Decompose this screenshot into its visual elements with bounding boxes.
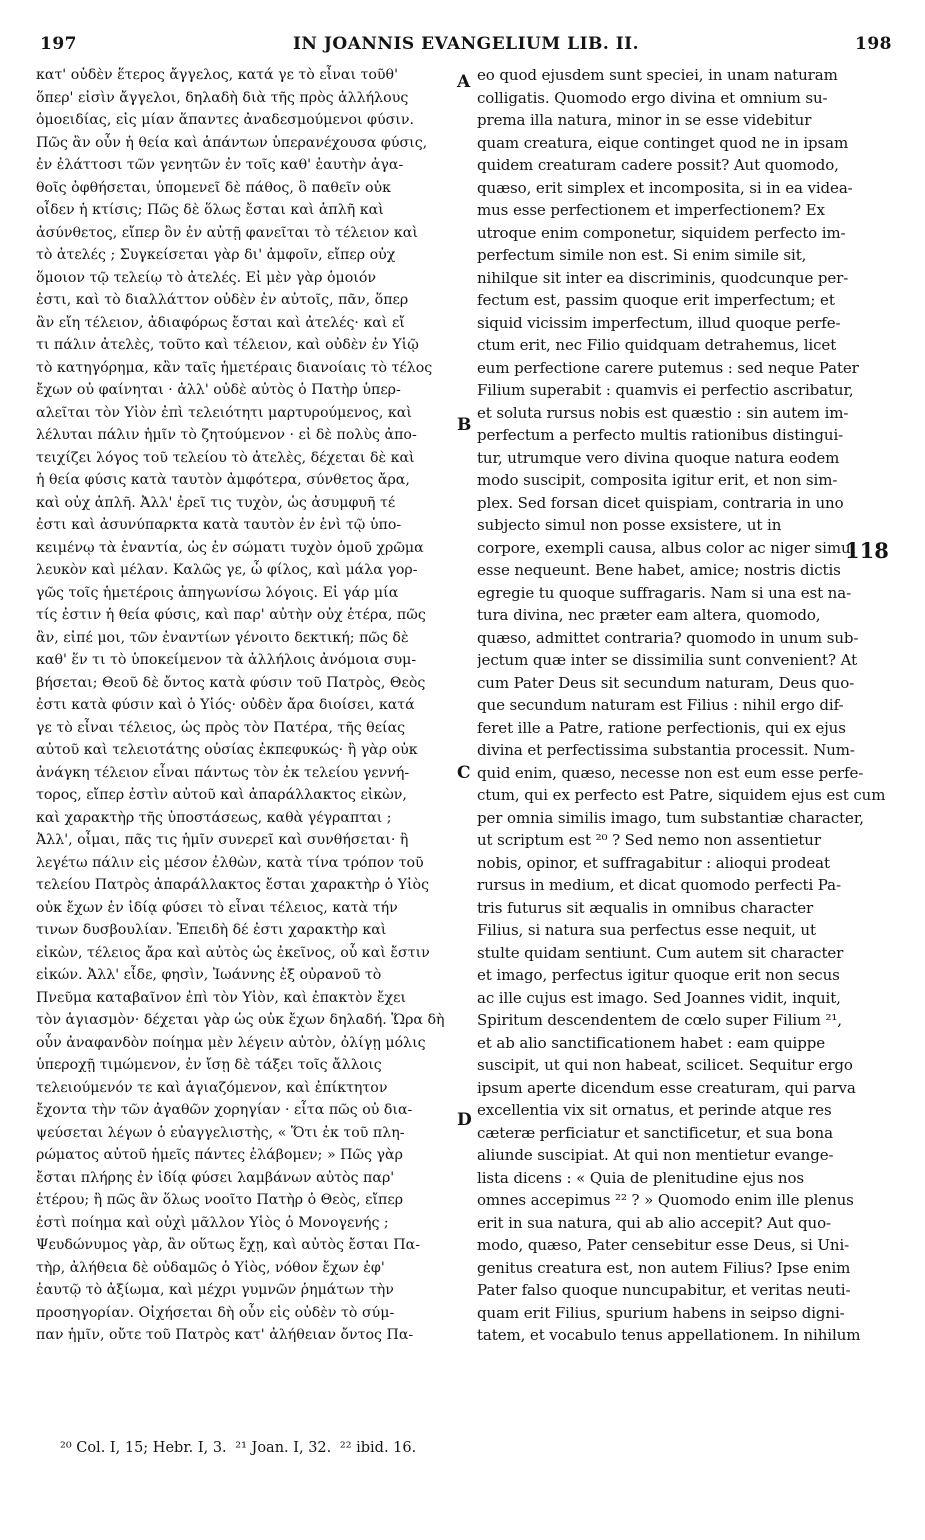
greek-text-line: εἰκών. Ἀλλ' εἶδε, φησὶν, Ἰωάννης ἐξ οὐρανοῦ τὸ [36, 967, 382, 983]
greek-text-line: ἐστι κατὰ φύσιν καὶ ὁ Υἱός· οὐδὲν ἄρα διοίσει, κατά [36, 697, 415, 713]
greek-text-line: τὴρ, ἀλήθεια δὲ οὐδαμῶς ὁ Υἱὸς, νόθον ἔχων ἐφ' [36, 1259, 385, 1276]
latin-text-column [477, 64, 895, 1347]
greek-text-line: ἑαυτῷ τὸ ἀξίωμα, καὶ μέχρι γυμνῶν ῥημάτων τὴν [36, 1282, 394, 1298]
greek-text-line: βήσεται; Θεοῦ δὲ ὄντος κατὰ φύσιν τοῦ Πατρὸς, Θεὸς [36, 674, 426, 691]
latin-text-line: cum Pater Deus sit secundum naturam, Deus quo- [477, 673, 855, 692]
latin-text-line: omnes accepimus ²² ? » Quomodo enim ille plenus [477, 1191, 854, 1209]
greek-text-line: ἀσύνθετος, εἴπερ ὂν ἐν αὐτῇ φανεῖται τὸ τέλειον καὶ [36, 224, 418, 241]
greek-text-line: ὅπερ' εἰσὶν ἄγγελοι, δηλαδὴ διὰ τῆς πρὸς ἀλλήλους [36, 89, 409, 106]
margin-letter-c: C [457, 763, 471, 783]
latin-text-line: ctum, qui ex perfecto est Patre, siquidem ejus est cum [477, 786, 886, 804]
latin-text-line: ac ille cujus est imago. Sed Joannes vidit, inquit, [477, 988, 841, 1007]
latin-text-line: Filium superabit : quamvis ei perfectio ascribatur, [477, 381, 854, 399]
greek-text-line: τι πάλιν ἀτελὲς, τοῦτο καὶ τέλειον, καὶ οὐδὲν ἐν Υἱῷ [36, 337, 419, 353]
latin-text-line: nobis, opinor, et suffragabitur : alioqui prodeat [477, 853, 830, 872]
latin-text-line: ut scriptum est ²⁰ ? Sed nemo non assentietur [477, 831, 821, 849]
greek-text-line: παν ἡμῖν, οὔτε τοῦ Πατρὸς κατ' ἀλήθειαν ὄντος Πα- [36, 1327, 414, 1343]
latin-text-line: Filius, si natura sua perfectus esse nequit, ut [477, 921, 816, 939]
latin-text-line: esse nequeunt. Bene habet, amice; nostris dictis [477, 561, 841, 579]
latin-text-line: mus esse perfectionem et imperfectionem? Ex [477, 201, 825, 219]
latin-text-line: aliunde suscipiat. At qui non mentietur evange- [477, 1146, 834, 1164]
greek-text-line: τίς ἐστιν ἡ θεία φύσις, καὶ παρ' αὐτὴν οὐχ ἑτέρα, πῶς [36, 607, 426, 623]
latin-text-line: quam erit Filius, spurium habens in seipso digni- [477, 1303, 845, 1322]
greek-text-line: ἡ θεία φύσις κατὰ ταυτὸν ἀμφότερα, σύνθετος ἄρα, [36, 472, 410, 488]
greek-text-line: ἔσται πλήρης ἐν ἰδίᾳ φύσει λαμβάνων αὐτὸς παρ' [36, 1169, 395, 1186]
latin-text-line: que secundum naturam est Filius : nihil ergo dif- [477, 696, 844, 714]
latin-text-line: perfectum simile non est. Si enim simile sit, [477, 246, 807, 264]
greek-text-line: ἔχων οὐ φαίνηται · ἀλλ' οὐδὲ αὐτὸς ὁ Πατὴρ ὑπερ- [36, 382, 401, 398]
latin-text-line: feret ille a Patre, ratione perfectionis, qui ex ejus [477, 718, 846, 737]
greek-text-line: γε τὸ εἶναι τέλειος, ὡς πρὸς τὸν Πατέρα, τῆς θείας [36, 719, 406, 736]
latin-text-line: tatem, et vocabulo tenus appellationem. In nihilum [477, 1326, 861, 1344]
latin-text-line: et ab alio sanctificationem habet : eam quippe [477, 1033, 825, 1052]
greek-text-line: καὶ χαρακτὴρ τῆς ὑποστάσεως, καθὰ γέγραπται ; [36, 809, 392, 826]
greek-text-line: Ἀλλ', οἶμαι, πᾶς τις ἡμῖν συνερεῖ καὶ συνθήσεται· ἢ [36, 832, 409, 848]
latin-text-line: excellentia vix sit ornatus, et perinde atque res [477, 1101, 832, 1119]
section-number: 118 [845, 538, 889, 563]
latin-text-line: quam creatura, eique continget quod ne in ipsam [477, 133, 849, 152]
greek-text-line: ἔχοντα τὴν τῶν ἀγαθῶν χορηγίαν · εἶτα πῶς οὐ δια- [36, 1102, 413, 1118]
latin-text-line: perfectum a perfecto multis rationibus distingui- [477, 426, 844, 444]
margin-letter-a: A [457, 72, 471, 92]
greek-text-line: ἐν ἐλάττοσι τῶν γενητῶν ἐν τοῖς καθ' ἑαυτὴν ἀγα- [36, 157, 404, 173]
latin-text-line: corpore, exempli causa, albus color ac niger simul [477, 538, 856, 557]
greek-text-line: αὐτοῦ καὶ τελειοτάτης οὐσίας ἐκπεφυκώς· ἢ γὰρ οὐκ [36, 742, 418, 758]
latin-text-line: ctum erit, nec Filio quidquam detrahemus, licet [477, 336, 837, 354]
latin-text-line: colligatis. Quomodo ergo divina et omnium su- [477, 88, 828, 107]
latin-text-line: et soluta rursus nobis est quæstio : sin autem im- [477, 403, 849, 422]
greek-text-column [36, 64, 466, 1347]
greek-text-line: ἐστι καὶ ἀσυνύπαρκτα κατὰ ταυτὸν ἐν ἑνὶ τῷ ὑπο- [36, 517, 402, 533]
greek-text-line: ρώματος αὐτοῦ ἡμεῖς πάντες ἐλάβομεν; » Πῶς γὰρ [36, 1147, 403, 1163]
margin-letter-d: D [457, 1110, 472, 1130]
latin-text-line: jectum quæ inter se dissimilia sunt convenient? At [477, 651, 857, 669]
greek-text-line: οὐκ ἔχων ἐν ἰδίᾳ φύσει τὸ εἶναι τέλειος, κατὰ τήν [36, 899, 398, 916]
page-number-right: 198 [855, 34, 892, 54]
latin-text-line: modo, quæso, Pater censebitur esse Deus, si Uni- [477, 1236, 850, 1254]
greek-text-line: οἶδεν ἡ κτίσις; Πῶς δὲ ὅλως ἔσται καὶ ἁπλῆ καὶ [36, 202, 384, 218]
footnote-20: ²⁰ Col. I, 15; Hebr. I, 3. [60, 1440, 227, 1456]
latin-text-line: quæso, admittet contraria? quomodo in unum sub- [477, 628, 859, 647]
latin-text-line: tura divina, nec præter eam altera, quomodo, [477, 606, 821, 624]
greek-text-line: τελειούμενόν τε καὶ ἁγιαζόμενον, καὶ ἐπίκτητον [36, 1079, 388, 1096]
latin-text-line: modo suscipit, composita igitur erit, et non sim- [477, 471, 838, 489]
latin-text-line: et imago, perfectus igitur quoque erit non secus [477, 966, 840, 984]
footnote-22: ²² ibid. 16. [339, 1440, 417, 1456]
margin-letter-b: B [457, 415, 472, 435]
greek-text-line: λευκὸν καὶ μέλαν. Καλῶς γε, ὦ φίλος, καὶ μάλα γορ- [36, 562, 418, 578]
latin-text-line: Spiritum descendentem de cœlo super Filium ²¹, [477, 1011, 842, 1029]
greek-text-line: τὸν ἁγιασμὸν· δέχεται γὰρ ὡς οὐκ ἔχων δηλαδή. Ὥρα δὴ [36, 1012, 445, 1028]
latin-text-line: lista dicens : « Quia de plenitudine ejus nos [477, 1168, 804, 1187]
greek-text-line: τινων δυσβουλίαν. Ἐπειδὴ δέ ἐστι χαρακτὴρ καὶ [36, 922, 387, 938]
greek-text-line: λέλυται πάλιν ἡμῖν τὸ ζητούμενον · εἰ δὲ πολὺς ἀπο- [36, 427, 417, 443]
greek-text-line: καὶ οὐχ ἁπλῆ. Ἀλλ' ἐρεῖ τις τυχὸν, ὡς ἀσυμφυῆ τέ [36, 494, 396, 511]
latin-text-line: subjecto simul non posse exsistere, ut in [477, 516, 782, 534]
page-header [40, 30, 892, 60]
latin-text-line: tur, utrumque vero divina quoque natura eodem [477, 448, 840, 467]
latin-text-line: plex. Sed forsan dicet quispiam, contraria in uno [477, 493, 844, 512]
latin-text-line: erit in sua natura, qui ab alio accepit? Aut quo- [477, 1213, 831, 1232]
greek-text-line: ἂν εἴη τέλειον, ἀδιαφόρως ἔσται καὶ ἀτελές· καὶ εἴ [36, 314, 405, 331]
greek-text-line: ἀνάγκη τέλειον εἶναι πάντως τὸν ἐκ τελείου γεννή- [36, 764, 410, 781]
running-title: IN JOANNIS EVANGELIUM LIB. II. [292, 34, 640, 54]
greek-text-line: κατ' οὐδὲν ἕτερος ἄγγελος, κατά γε τὸ εἶναι τοῦθ' [36, 67, 398, 83]
latin-text-line: quæso, erit simplex et incomposita, si in ea videa- [477, 178, 853, 197]
latin-text-line: quid enim, quæso, necesse non est eum esse perfe- [477, 763, 864, 782]
greek-text-line: προσηγορίαν. Οἰχήσεται δὴ οὖν εἰς οὐδὲν τὸ σύμ- [36, 1304, 395, 1321]
greek-text-line: τὸ ἀτελές ; Συγκείσεται γὰρ δι' ἀμφοῖν, εἴπερ οὐχ [36, 247, 396, 263]
greek-text-line: καθ' ἕν τι τὸ ὑποκείμενον τὰ ἀλλήλοις ἀνόμοια συμ- [36, 652, 417, 668]
greek-text-line: ὁμοειδίας, εἰς μίαν ἅπαντες ἀναδεσμούμενοι φύσιν. [36, 112, 414, 128]
greek-text-line: εἰκὼν, τέλειος ἄρα καὶ αὐτὸς ὡς ἐκεῖνος, οὗ καὶ ἔστιν [36, 944, 430, 961]
latin-text-line: utroque enim componetur, siquidem perfecto im- [477, 223, 846, 242]
latin-text-line: stulte quidam sentiunt. Cum autem sit character [477, 943, 844, 962]
greek-text-line: αλεῖται τὸν Υἱὸν ἐπὶ τελειότητι μαρτυρούμενος, καὶ [36, 404, 412, 421]
greek-text-line: τορος, εἴπερ ἐστὶν αὐτοῦ καὶ ἀπαράλλακτος εἰκὼν, [36, 787, 407, 803]
page-number-left: 197 [40, 34, 77, 54]
latin-text-line: cæteræ perficiatur et sanctificetur, et sua bona [477, 1123, 833, 1142]
greek-text-line: τειχίζει λόγος τοῦ τελείου τὸ ἀτελὲς, δέχεται δὲ καὶ [36, 449, 415, 466]
latin-text-line: divina et perfectissima substantia processit. Num- [477, 741, 855, 759]
latin-text-line: ipsum aperte dicendum esse creaturam, qui parva [477, 1078, 856, 1097]
greek-text-line: θοῖς ὀφθήσεται, ὑπομενεῖ δὲ πάθος, ὃ παθεῖν οὐκ [36, 179, 391, 196]
greek-text-line: κειμένῳ τὰ ἐναντία, ὡς ἐν σώματι τυχὸν ὁμοῦ χρῶμα [36, 539, 424, 556]
footnotes [60, 1440, 420, 1456]
latin-text-line: per omnia similis imago, tum substantiæ character, [477, 808, 864, 827]
latin-text-line: fectum est, passim quoque erit imperfectum; et [477, 291, 835, 309]
greek-text-line: Πνεῦμα καταβαῖνον ἐπὶ τὸν Υἱὸν, καὶ ἐπακτὸν ἔχει [36, 989, 407, 1006]
footnote-21: ²¹ Joan. I, 32. [235, 1440, 332, 1456]
greek-text-line: ἑτέρου; ἢ πῶς ἂν ὅλως νοοῖτο Πατὴρ ὁ Θεὸς, εἴπερ [36, 1192, 404, 1208]
latin-text-line: rursus in medium, et dicat quomodo perfecti Pa- [477, 876, 841, 894]
latin-text-line: egregie tu quoque suffragaris. Nam si una est na- [477, 583, 852, 602]
latin-text-line: siquid vicissim imperfectum, illud quoque perfe- [477, 313, 841, 332]
latin-text-line: suscipit, ut qui non habeat, scilicet. Sequitur ergo [477, 1056, 853, 1074]
greek-text-line: τὸ κατηγόρημα, κἂν ταῖς ἡμετέραις διανοίαις τὸ τέλος [36, 359, 433, 376]
latin-text-line: genitus creatura est, non autem Filius? Ipse enim [477, 1258, 851, 1277]
greek-text-line: γῶς τοῖς ἡμετέροις ἀπηγωνίσω λόγοις. Εἰ γάρ μία [36, 584, 399, 601]
greek-text-line: οὖν ἀναφανδὸν ποίημα μὲν λέγειν αὐτὸν, ὀλίγῃ μόλις [36, 1034, 426, 1051]
greek-text-line: ἐστὶ ποίημα καὶ οὐχὶ μᾶλλον Υἱὸς ὁ Μονογενής ; [36, 1214, 389, 1231]
greek-text-line: λεγέτω πάλιν εἰς μέσον ἐλθὼν, κατὰ τίνα τρόπον τοῦ [36, 854, 424, 871]
greek-text-line: ψεύσεται λέγων ὁ εὐαγγελιστὴς, « Ὅτι ἐκ τοῦ πλη- [36, 1124, 405, 1141]
latin-text-line: Pater falso quoque nuncupabitur, et veritas neuti- [477, 1281, 851, 1299]
greek-text-line: ἂν, εἰπέ μοι, τῶν ἐναντίων γένοιτο δεκτική; πῶς δὲ [36, 629, 409, 646]
latin-text-line: eum perfectione carere putemus : sed neque Pater [477, 358, 859, 377]
greek-text-line: ὑπεροχῇ τιμώμενον, ἐν ἴσῃ δὲ τάξει τοῖς ἄλλοις [36, 1057, 382, 1073]
greek-text-line: ἐστι, καὶ τὸ διαλλάττον οὐδὲν ἐν αὐτοῖς, πᾶν, ὅπερ [36, 292, 409, 308]
greek-text-line: Ψευδώνυμος γὰρ, ἂν οὕτως ἔχῃ, καὶ αὐτὸς ἔσται Πα- [36, 1237, 421, 1253]
greek-text-line: Πῶς ἂν οὖν ἡ θεία καὶ ἁπάντων ὑπερανέχουσα φύσις, [36, 134, 428, 151]
latin-text-line: eo quod ejusdem sunt speciei, in unam naturam [477, 66, 838, 84]
latin-text-line: tris futurus sit æqualis in omnibus character [477, 898, 814, 917]
latin-text-line: quidem creaturam cadere possit? Aut quomodo, [477, 156, 839, 174]
latin-text-line: nihilque sit inter ea discriminis, quodcunque per- [477, 268, 849, 287]
greek-text-line: ὅμοιον τῷ τελείῳ τὸ ἀτελές. Εἰ μὲν γὰρ ὁμοιόν [36, 269, 376, 286]
latin-text-line: prema illa natura, minor in se esse videbitur [477, 111, 812, 129]
greek-text-line: τελείου Πατρὸς ἀπαράλλακτος ἔσται χαρακτὴρ ὁ Υἱὸς [36, 877, 430, 893]
